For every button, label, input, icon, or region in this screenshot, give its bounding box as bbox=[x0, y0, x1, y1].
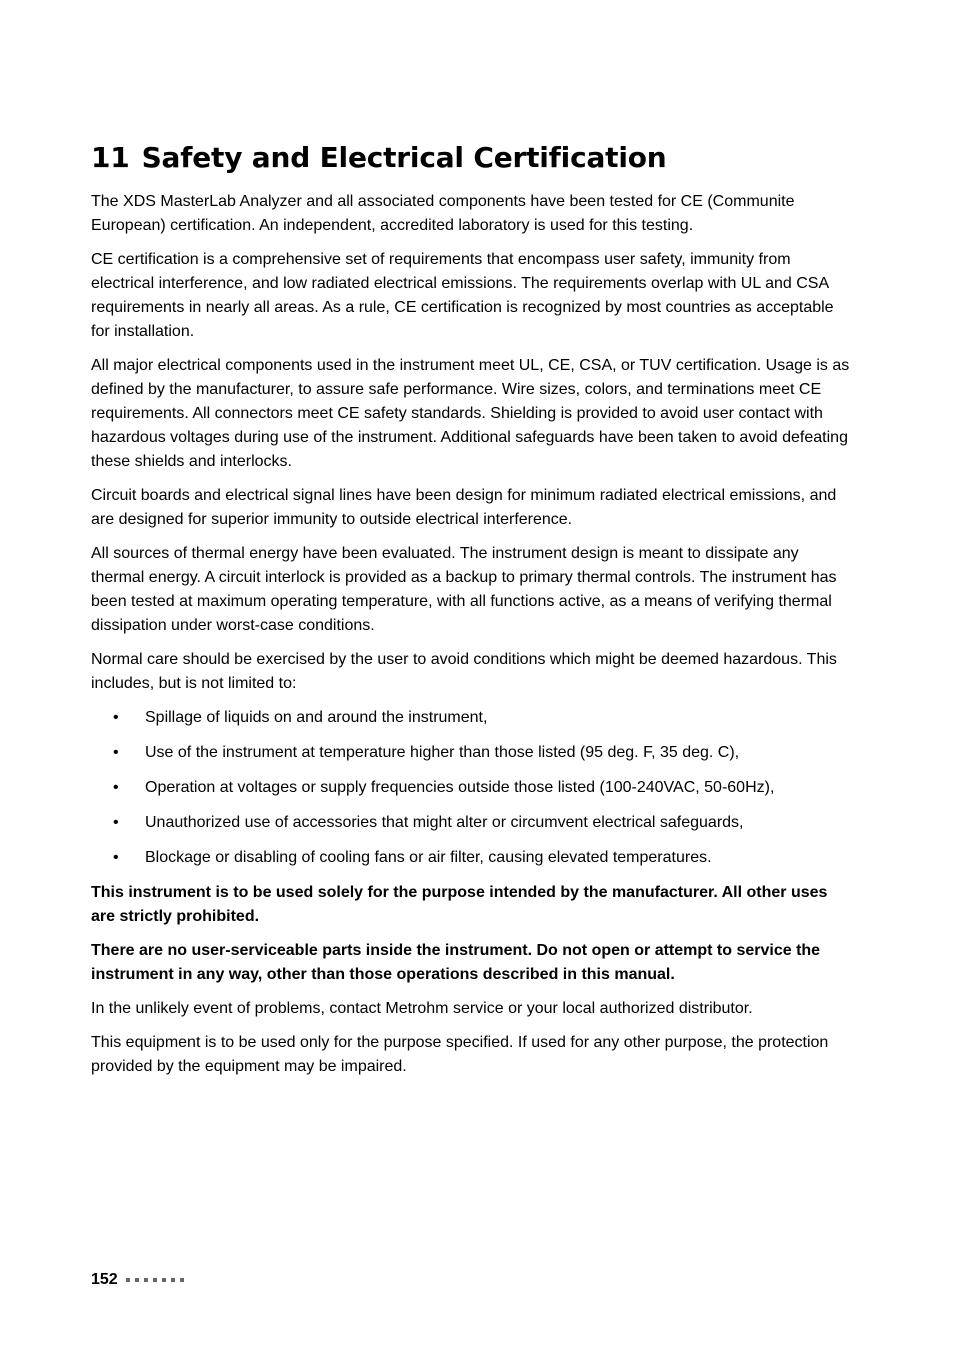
dot-icon bbox=[153, 1278, 157, 1282]
paragraph-contact-service: In the unlikely event of problems, contact Metrohm service or your local authorized distributor. bbox=[91, 1000, 753, 1017]
list-item: • Spillage of liquids on and around the instrument, bbox=[91, 706, 851, 730]
bullet-icon: • bbox=[113, 744, 119, 761]
hazard-list bbox=[91, 706, 851, 870]
bullet-icon: • bbox=[113, 849, 119, 866]
list-item: • Operation at voltages or supply frequencies outside those listed (100-240VAC, 50-60Hz), bbox=[91, 776, 851, 800]
paragraph-circuit-boards: Circuit boards and electrical signal lines have been design for minimum radiated electrical emissions, and are designed for superior immunity to outside electrical interference. bbox=[91, 487, 837, 528]
bullet-icon: • bbox=[113, 814, 119, 831]
paragraph-purpose: This equipment is to be used only for the purpose specified. If used for any other purpose, the protection provided by the equipment may be impaired. bbox=[91, 1034, 829, 1075]
page-footer bbox=[91, 1268, 184, 1292]
dot-icon bbox=[180, 1278, 184, 1282]
warning-no-serviceable-parts: There are no user-serviceable parts inside the instrument. Do not open or attempt to service the instrument in any way, other than those operations described in this manual. bbox=[91, 942, 821, 983]
paragraph-ce-requirements: CE certification is a comprehensive set of requirements that encompass user safety, immunity from electrical interference, and low radiated electrical emissions. The requirements overlap with UL and CSA requirements in nearly all areas. As a rule, CE certification is recognized by most countries as acceptable for installation. bbox=[91, 251, 834, 340]
footer-dots-decoration bbox=[126, 1278, 184, 1282]
dot-icon bbox=[126, 1278, 130, 1282]
bullet-icon: • bbox=[113, 709, 119, 726]
section-number: 11 bbox=[91, 141, 130, 174]
section-title: Safety and Electrical Certification bbox=[141, 141, 667, 174]
list-item: • Blockage or disabling of cooling fans or air filter, causing elevated temperatures. bbox=[91, 846, 851, 870]
dot-icon bbox=[171, 1278, 175, 1282]
paragraph-components: All major electrical components used in the instrument meet UL, CE, CSA, or TUV certification. Usage is as defined by the manufacturer, to assure safe performance. Wire sizes, colors, and terminations meet CE requirements. All connectors meet CE safety standards. Shielding is provided to avoid user contact with hazardous voltages during use of the instrument. Additional safeguards have been taken to avoid defeating these shields and interlocks. bbox=[91, 357, 850, 470]
paragraph-ce-testing: The XDS MasterLab Analyzer and all associated components have been tested for CE (Communite European) certification. An independent, accredited laboratory is used for this testing. bbox=[91, 193, 795, 234]
page-number: 152 bbox=[91, 1271, 118, 1288]
paragraph-thermal: All sources of thermal energy have been evaluated. The instrument design is meant to dissipate any thermal energy. A circuit interlock is provided as a backup to primary thermal controls. The instrument has been tested at maximum operating temperature, with all functions active, as a means of verifying thermal dissipation under worst-case conditions. bbox=[91, 545, 837, 634]
section-heading bbox=[91, 138, 851, 178]
dot-icon bbox=[144, 1278, 148, 1282]
list-item: • Unauthorized use of accessories that might alter or circumvent electrical safeguards, bbox=[91, 811, 851, 835]
bullet-icon: • bbox=[113, 779, 119, 796]
list-item: • Use of the instrument at temperature higher than those listed (95 deg. F, 35 deg. C), bbox=[91, 741, 851, 765]
dot-icon bbox=[162, 1278, 166, 1282]
warning-intended-use: This instrument is to be used solely for the purpose intended by the manufacturer. All other uses are strictly prohibited. bbox=[91, 884, 828, 925]
dot-icon bbox=[135, 1278, 139, 1282]
page-content bbox=[91, 138, 851, 1089]
paragraph-normal-care: Normal care should be exercised by the user to avoid conditions which might be deemed hazardous. This includes, but is not limited to: bbox=[91, 651, 837, 692]
